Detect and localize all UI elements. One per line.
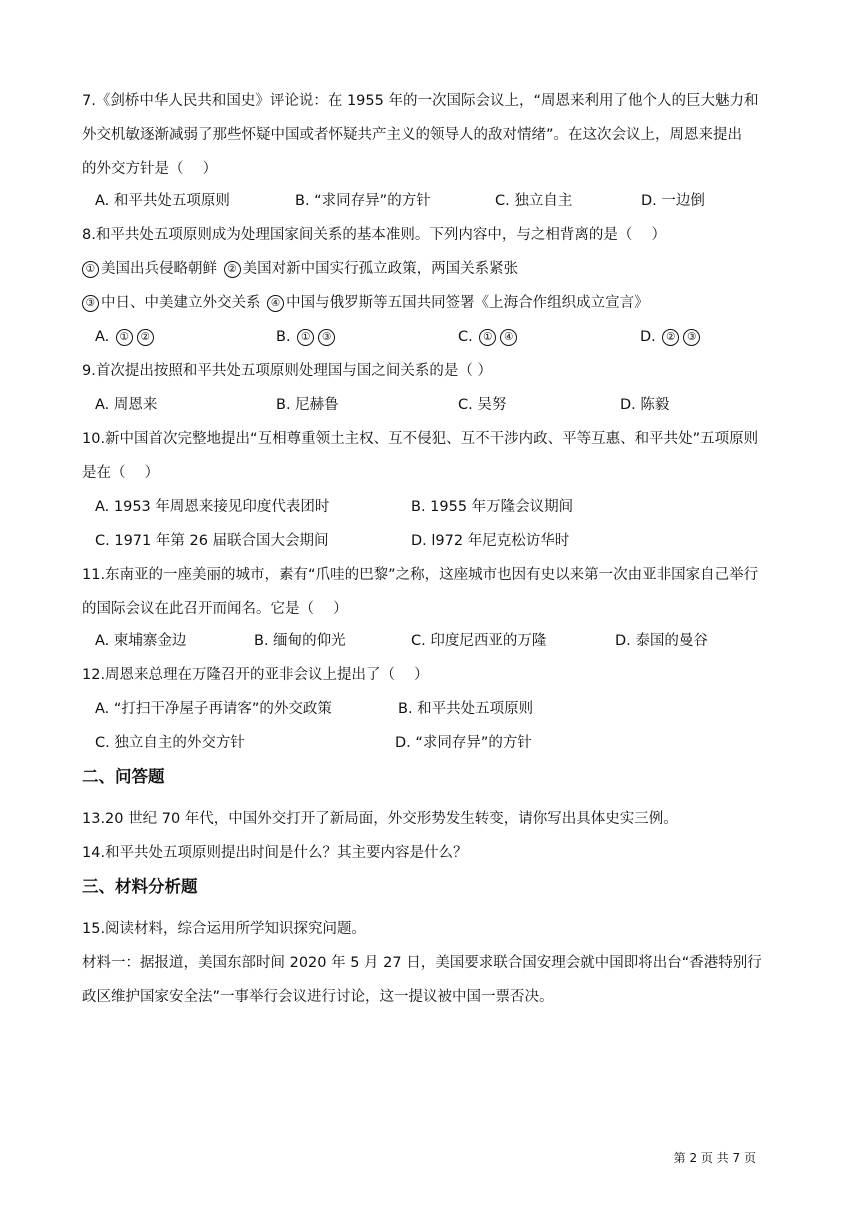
circled-2: ②: [137, 329, 154, 346]
q10-option-c: C. 1971 年第 26 届联合国大会期间: [95, 533, 329, 549]
q7-stem-line2: 外交机敏逐渐减弱了那些怀疑中国或者怀疑共产主义的领导人的敌对情绪”。在这次会议上，周恩来提出: [82, 127, 743, 143]
q10-option-a: A. 1953 年周恩来接见印度代表团时: [95, 499, 330, 515]
q11-option-c: C. 印度尼西亚的万隆: [411, 633, 547, 649]
q9-stem: 9.首次提出按照和平共处五项原则处理国与国之间关系的是（ ）: [82, 363, 492, 379]
q8-option-a: [95, 320, 156, 354]
q8-item-1: 美国出兵侵略朝鲜: [101, 261, 217, 277]
q8-option-c-letter: C.: [458, 329, 473, 345]
q9-option-c: C. 吴努: [458, 397, 507, 413]
q10-option-d: D. l972 年尼克松访华时: [411, 533, 570, 549]
q7-option-c: C. 独立自主: [495, 193, 573, 209]
q11-option-b: B. 缅甸的仰光: [254, 633, 346, 649]
q9-option-a: A. 周恩来: [95, 397, 158, 413]
q8-item-3: 中日、中美建立外交关系: [101, 295, 261, 311]
q8-option-d: [640, 320, 702, 354]
q15-stem: 15.阅读材料，综合运用所学知识探究问题。: [82, 921, 367, 937]
q10-options-row2: [95, 524, 785, 558]
section-heading-qa: 二、问答题: [82, 767, 165, 786]
q15-material-line2: 政区维护国家安全法”一事举行会议进行讨论，这一提议被中国一票否决。: [82, 989, 554, 1005]
q8-option-c: [458, 320, 519, 354]
q10-options-row1: [95, 490, 785, 524]
q12-stem: 12.周恩来总理在万隆召开的亚非会议上提出了（ ）: [82, 667, 429, 683]
q11-stem-line2: 的国际会议在此召开而闻名。它是（ ）: [82, 601, 348, 617]
q12-option-d: D. “求同存异”的方针: [395, 735, 532, 751]
circled-4: ④: [500, 329, 517, 346]
q7-option-b: B. “求同存异”的方针: [295, 193, 431, 209]
q8-option-b-letter: B.: [276, 329, 291, 345]
circled-2: ②: [224, 261, 241, 278]
circled-4: ④: [267, 295, 284, 312]
circled-3: ③: [318, 329, 335, 346]
circled-1: ①: [297, 329, 314, 346]
q10-stem-line1: 10.新中国首次完整地提出“互相尊重领土主权、互不侵犯、互不干涉内政、平等互惠、和平共处”五项原则: [82, 431, 759, 447]
q10-option-b: B. 1955 年万隆会议期间: [411, 499, 574, 515]
q11-stem-line1: 11.东南亚的一座美丽的城市，素有“爪哇的巴黎”之称，这座城市也因有史以来第一次由亚非国家自己举行: [82, 567, 759, 583]
q9-option-b: B. 尼赫鲁: [276, 397, 339, 413]
q12-option-a: A. “打扫干净屋子再请客”的外交政策: [95, 701, 332, 717]
q15-material-line1: 材料一：据报道，美国东部时间 2020 年 5 月 27 日，美国要求联合国安理会就中国即将出台“香港特别行: [82, 955, 762, 971]
q12-option-b: B. 和平共处五项原则: [398, 701, 534, 717]
circled-3: ③: [82, 295, 99, 312]
q7-option-d: D. 一边倒: [641, 193, 705, 209]
q8-option-b: [276, 320, 337, 354]
circled-1: ①: [116, 329, 133, 346]
q8-items-line2: [82, 286, 782, 320]
q8-stem: 8.和平共处五项原则成为处理国家间关系的基本准则。下列内容中，与之相背离的是（ ）: [82, 227, 666, 243]
q7-stem-line3: 的外交方针是（ ）: [82, 161, 218, 177]
q8-options: [95, 320, 785, 354]
q9-option-d: D. 陈毅: [620, 397, 670, 413]
q7-option-a: A. 和平共处五项原则: [95, 193, 230, 209]
q12-options-row2: [95, 726, 785, 760]
q7-options: [95, 184, 785, 218]
q13-stem: 13.20 世纪 70 年代，中国外交打开了新局面，外交形势发生转变，请你写出具体史实三例。: [82, 811, 678, 827]
q8-items-line1: [82, 252, 782, 286]
q8-item-2: 美国对新中国实行孤立政策，两国关系紧张: [242, 261, 519, 277]
circled-2: ②: [662, 329, 679, 346]
q8-item-4: 中国与俄罗斯等五国共同签署《上海合作组织成立宣言》: [286, 295, 649, 311]
q9-options: [95, 388, 785, 422]
q8-option-a-letter: A.: [95, 329, 110, 345]
circled-1: ①: [479, 329, 496, 346]
q8-option-d-letter: D.: [640, 329, 656, 345]
section-heading-material: 三、材料分析题: [82, 877, 198, 896]
q11-option-a: A. 柬埔寨金边: [95, 633, 187, 649]
q14-stem: 14.和平共处五项原则提出时间是什么？其主要内容是什么？: [82, 845, 468, 861]
page-number-footer: 第 2 页 共 7 页: [673, 1151, 756, 1165]
q10-stem-line2: 是在（ ）: [82, 465, 160, 481]
q12-options-row1: [95, 692, 785, 726]
q11-options: [95, 624, 785, 658]
circled-3: ③: [683, 329, 700, 346]
q12-option-c: C. 独立自主的外交方针: [95, 735, 245, 751]
q11-option-d: D. 泰国的曼谷: [615, 633, 708, 649]
circled-1: ①: [82, 261, 99, 278]
q7-stem-line1: 7.《剑桥中华人民共和国史》评论说：在 1955 年的一次国际会议上，“周恩来利用了他个人的巨大魅力和: [82, 93, 759, 109]
